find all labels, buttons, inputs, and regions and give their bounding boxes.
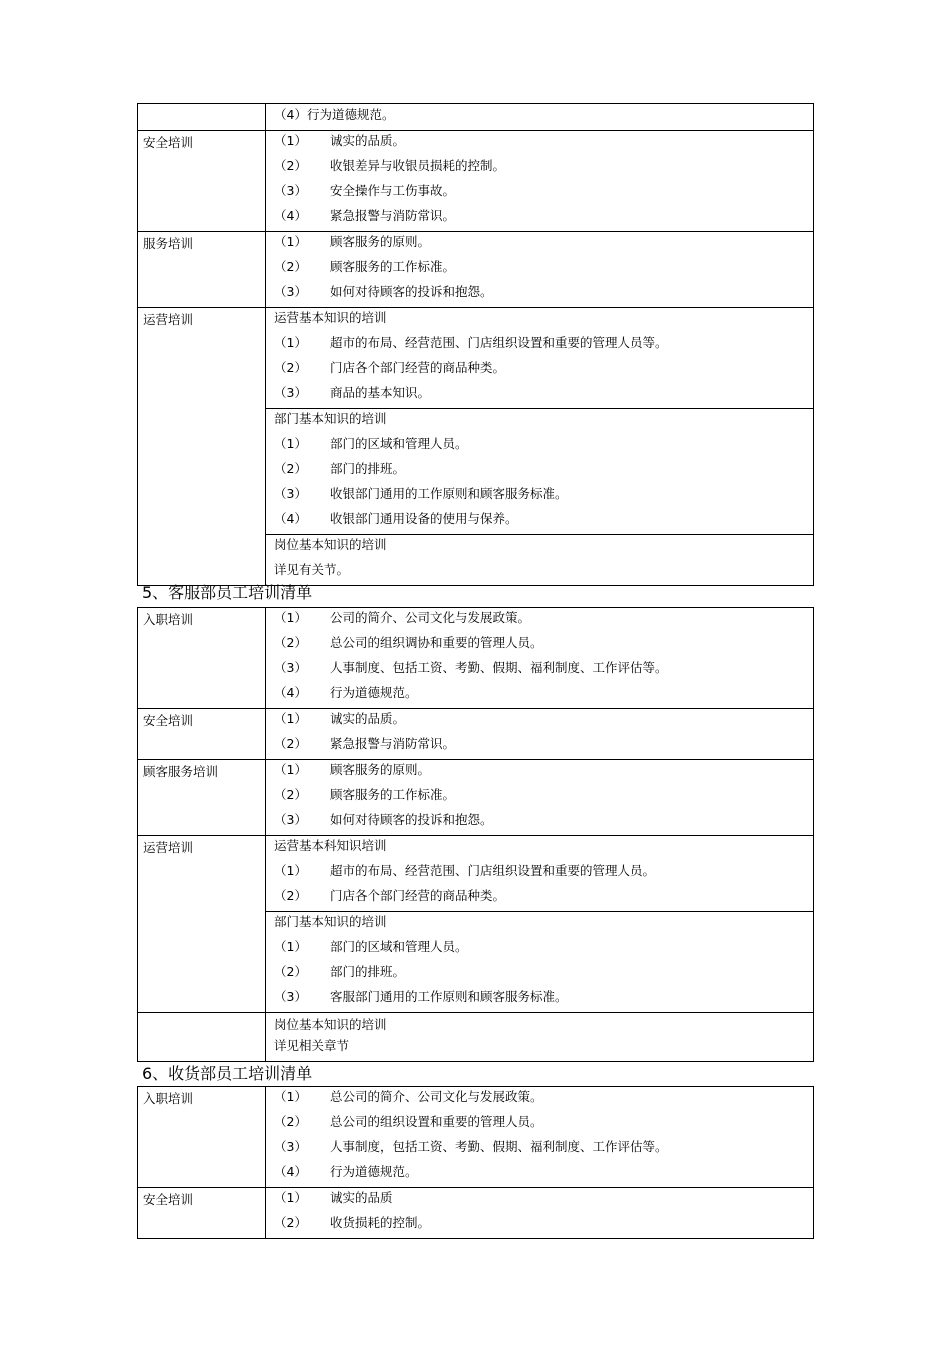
list-item: （2） 门店各个部门经营的商品种类。 [274,888,506,903]
items-cell [266,1087,814,1188]
section-title: 运营基本知识的培训 [274,310,387,325]
list-item: （1） 诚实的品质 [274,1190,393,1205]
category-label: 运营培训 [138,308,266,586]
list-item: （4）行为道德规范。 [274,107,395,122]
list-item: （2） 收银差异与收银员损耗的控制。 [274,158,506,173]
list-item: （3） 收银部门通用的工作原则和顾客服务标准。 [274,486,568,501]
list-item: （3） 商品的基本知识。 [274,385,431,400]
list-item: （3） 如何对待顾客的投诉和抱怨。 [274,812,493,827]
category-cell [138,1013,266,1062]
table-row [138,1013,814,1062]
table-row [138,1188,814,1239]
section-title: 部门基本知识的培训 [274,411,387,426]
items-cell [266,760,814,836]
category-label: 运营培训 [138,836,266,1013]
list-item: （2） 紧急报警与消防常识。 [274,736,456,751]
customer-service-training-table [137,607,814,1062]
table-row [138,709,814,760]
list-item: （3） 安全操作与工伤事故。 [274,183,456,198]
items-cell [266,308,814,409]
cashier-training-table [137,103,814,586]
list-item: （3） 客服部门通用的工作原则和顾客服务标准。 [274,989,568,1004]
list-item: （1） 诚实的品质。 [274,133,406,148]
list-item: （1） 超市的布局、经营范围、门店组织设置和重要的管理人员等。 [274,335,668,350]
list-item: （2） 门店各个部门经营的商品种类。 [274,360,506,375]
section-title: 岗位基本知识的培训 [274,537,387,552]
list-item: （2） 收货损耗的控制。 [274,1215,431,1230]
list-item: （3） 人事制度，包括工资、考勤、假期、福利制度、工作评估等。 [274,1139,668,1154]
receiving-training-table [137,1086,814,1239]
list-item: （1） 部门的区域和管理人员。 [274,436,468,451]
category-label: 入职培训 [138,1087,266,1188]
list-item: （1） 诚实的品质。 [274,711,406,726]
table-row [138,104,814,131]
table-row [138,131,814,232]
category-label: 安全培训 [138,131,266,232]
category-label: 顾客服务培训 [138,760,266,836]
list-item: （2） 顾客服务的工作标准。 [274,259,456,274]
list-item: （2） 总公司的组织设置和重要的管理人员。 [274,1114,543,1129]
section-title: 岗位基本知识的培训 [274,1017,387,1032]
items-cell [266,1188,814,1239]
category-label: 安全培训 [138,709,266,760]
items-cell [266,131,814,232]
section-note: 详见有关节。 [274,562,350,577]
table-row [138,232,814,308]
category-label: 入职培训 [138,608,266,709]
items-cell [266,912,814,1013]
list-item: （2） 顾客服务的工作标准。 [274,787,456,802]
list-item: （3） 人事制度、包括工资、考勤、假期、福利制度、工作评估等。 [274,660,668,675]
list-item: （3） 如何对待顾客的投诉和抱怨。 [274,284,493,299]
category-label: 服务培训 [138,232,266,308]
category-label: 安全培训 [138,1188,266,1239]
section-heading: 5、客服部员工培训清单 [142,583,313,602]
items-cell [266,409,814,535]
section-note: 详见相关章节 [274,1038,350,1053]
list-item: （2） 部门的排班。 [274,964,406,979]
table-row [138,308,814,409]
list-item: （1） 部门的区域和管理人员。 [274,939,468,954]
table-row [138,836,814,912]
section-title: 运营基本科知识培训 [274,838,387,853]
list-item: （1） 总公司的简介、公司文化与发展政策。 [274,1089,543,1104]
list-item: （2） 总公司的组织调协和重要的管理人员。 [274,635,543,650]
items-cell [266,836,814,912]
list-item: （1） 顾客服务的原则。 [274,234,431,249]
list-item: （2） 部门的排班。 [274,461,406,476]
section-heading: 6、收货部员工培训清单 [142,1064,313,1083]
items-cell [266,1013,814,1062]
category-cell [138,104,266,131]
table-row [138,1087,814,1188]
items-cell [266,535,814,586]
items-cell [266,104,814,131]
items-cell [266,608,814,709]
list-item: （1） 顾客服务的原则。 [274,762,431,777]
items-cell [266,232,814,308]
items-cell [266,709,814,760]
list-item: （1） 超市的布局、经营范围、门店组织设置和重要的管理人员。 [274,863,656,878]
list-item: （4） 行为道德规范。 [274,685,418,700]
list-item: （1） 公司的简介、公司文化与发展政策。 [274,610,531,625]
list-item: （4） 紧急报警与消防常识。 [274,208,456,223]
list-item: （4） 行为道德规范。 [274,1164,418,1179]
list-item: （4） 收银部门通用设备的使用与保养。 [274,511,518,526]
section-title: 部门基本知识的培训 [274,914,387,929]
table-row [138,760,814,836]
table-row [138,608,814,709]
